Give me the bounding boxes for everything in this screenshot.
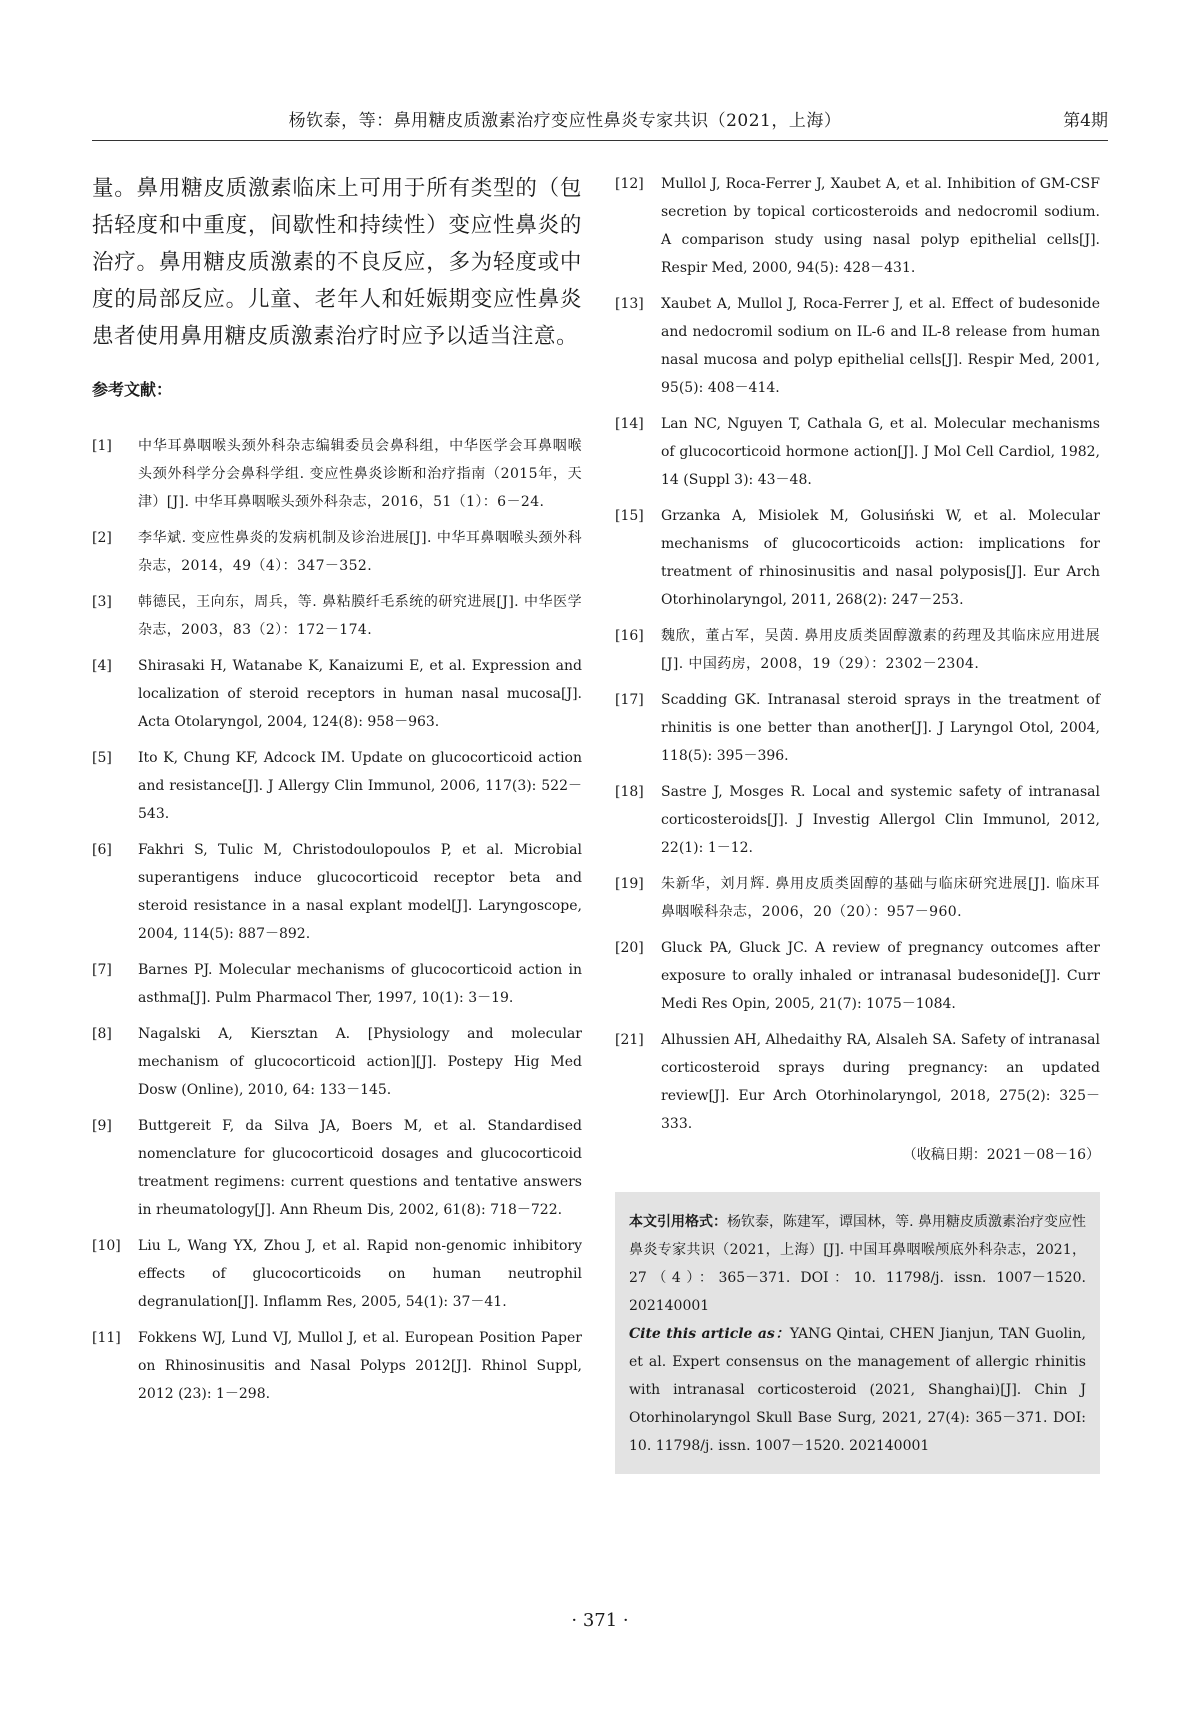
reference-text: Barnes PJ. Molecular mechanisms of glucocorticoid action in asthma[J]. Pulm Pharmacol Ther, 1997, 10(1): 3－19.	[138, 962, 582, 1006]
reference-item	[615, 778, 1100, 862]
reference-item	[92, 588, 582, 644]
citation-cn-text: 杨钦泰，陈建军，谭国林，等. 鼻用糖皮质激素治疗变应性鼻炎专家共识（2021，上海）[J]. 中国耳鼻咽喉颅底外科杂志，2021，27（4）：365－371. DOI：10. 11798/j. issn. 1007－1520. 202140001	[629, 1214, 1087, 1314]
reference-item	[615, 170, 1100, 282]
left-column	[92, 170, 582, 1416]
reference-text: Fakhri S, Tulic M, Christodoulopoulos P, et al. Microbial superantigens induce glucocorticoid receptor beta and steroid resistance in a nasal explant model[J]. Laryngoscope, 2004, 114(5): 887－892.	[138, 842, 582, 942]
citation-box	[615, 1192, 1100, 1474]
body-paragraph: 量。鼻用糖皮质激素临床上可用于所有类型的（包括轻度和中重度，间歇性和持续性）变应性鼻炎的治疗。鼻用糖皮质激素的不良反应，多为轻度或中度的局部反应。儿童、老年人和妊娠期变应性鼻炎患者使用鼻用糖皮质激素治疗时应予以适当注意。	[92, 176, 582, 349]
reference-text: Xaubet A, Mullol J, Roca-Ferrer J, et al. Effect of budesonide and nedocromil sodium on IL-6 and IL-8 release from human nasal mucosa and polyp epithelial cells[J]. Respir Med, 2001, 95(5): 408－414.	[661, 296, 1100, 396]
reference-text: Lan NC, Nguyen T, Cathala G, et al. Molecular mechanisms of glucocorticoid hormone action[J]. J Mol Cell Cardiol, 1982, 14 (Suppl 3): 43－48.	[661, 416, 1100, 488]
reference-text: Grzanka A, Misiolek M, Golusiński W, et al. Molecular mechanisms of glucocorticoids action: implications for treatment of rhinosinusitis and nasal polyposis[J]. Eur Arch Otorhinolaryngol, 2011, 268(2): 247－253.	[661, 508, 1100, 608]
reference-number: [15]	[615, 508, 644, 524]
citation-en	[629, 1320, 1086, 1460]
citation-cn	[629, 1208, 1086, 1320]
reference-text: 李华斌. 变应性鼻炎的发病机制及诊治进展[J]. 中华耳鼻咽喉头颈外科杂志，2014，49（4）：347－352.	[138, 530, 582, 574]
reference-item	[92, 432, 582, 516]
reference-item	[92, 524, 582, 580]
page-header	[92, 100, 1108, 141]
reference-text: Buttgereit F, da Silva JA, Boers M, et al. Standardised nomenclature for glucocorticoid dosages and glucocorticoid treatment regimens: current questions and tentative answers in rheumatology[J]. Ann Rheum Dis, 2002, 61(8): 718－722.	[138, 1118, 582, 1218]
reference-item	[92, 1112, 582, 1224]
reference-item	[615, 502, 1100, 614]
reference-number: [21]	[615, 1032, 644, 1048]
reference-number: [4]	[92, 658, 112, 674]
reference-item	[615, 870, 1100, 926]
reference-text: Gluck PA, Gluck JC. A review of pregnancy outcomes after exposure to orally inhaled or intranasal budesonide[J]. Curr Medi Res Opin, 2005, 21(7): 1075－1084.	[661, 940, 1100, 1012]
reference-number: [1]	[92, 438, 112, 454]
reference-item	[92, 1020, 582, 1104]
reference-item	[92, 836, 582, 948]
reference-text: Alhussien AH, Alhedaithy RA, Alsaleh SA. Safety of intranasal corticosteroid sprays during pregnancy: an updated review[J]. Eur Arch Otorhinolaryngol, 2018, 275(2): 325－333.	[661, 1032, 1100, 1132]
reference-number: [2]	[92, 530, 112, 546]
reference-text: Liu L, Wang YX, Zhou J, et al. Rapid non-genomic inhibitory effects of glucocorticoids on human neutrophil degranulation[J]. Inflamm Res, 2005, 54(1): 37－41.	[138, 1238, 582, 1310]
reference-text: Mullol J, Roca-Ferrer J, Xaubet A, et al. Inhibition of GM-CSF secretion by topical corticosteroids and nedocromil sodium. A comparison study using nasal polyp epithelial cells[J]. Respir Med, 2000, 94(5): 428－431.	[661, 176, 1100, 276]
running-title: 杨钦泰，等：鼻用糖皮质激素治疗变应性鼻炎专家共识（2021，上海）	[288, 111, 842, 131]
reference-text: 韩德民，王向东，周兵，等. 鼻粘膜纤毛系统的研究进展[J]. 中华医学杂志，2003，83（2）：172－174.	[138, 594, 582, 638]
reference-number: [18]	[615, 784, 644, 800]
reference-text: 中华耳鼻咽喉头颈外科杂志编辑委员会鼻科组，中华医学会耳鼻咽喉头颈外科学分会鼻科学组. 变应性鼻炎诊断和治疗指南（2015年，天津）[J]. 中华耳鼻咽喉头颈外科杂志，2016，51（1）：6－24.	[138, 438, 582, 510]
reference-list-right	[615, 170, 1100, 1138]
page-number: · 371 ·	[571, 1610, 629, 1631]
reference-item	[615, 290, 1100, 402]
right-column	[615, 170, 1100, 1474]
reference-number: [12]	[615, 176, 644, 192]
issue-number: 第4期	[1063, 111, 1108, 131]
reference-number: [19]	[615, 876, 644, 892]
reference-number: [14]	[615, 416, 644, 432]
reference-list-left	[92, 432, 582, 1408]
reference-item	[615, 934, 1100, 1018]
reference-text: Shirasaki H, Watanabe K, Kanaizumi E, et al. Expression and localization of steroid receptors in human nasal mucosa[J]. Acta Otolaryngol, 2004, 124(8): 958－963.	[138, 658, 582, 730]
reference-item	[615, 410, 1100, 494]
reference-number: [9]	[92, 1118, 112, 1134]
reference-item	[615, 1026, 1100, 1138]
reference-number: [5]	[92, 750, 112, 766]
reference-number: [7]	[92, 962, 112, 978]
reference-number: [16]	[615, 628, 644, 644]
citation-cn-label: 本文引用格式：	[629, 1214, 728, 1230]
reference-number: [20]	[615, 940, 644, 956]
reference-number: [8]	[92, 1026, 112, 1042]
reference-item	[92, 652, 582, 736]
reference-number: [6]	[92, 842, 112, 858]
reference-text: Sastre J, Mosges R. Local and systemic safety of intranasal corticosteroids[J]. J Investig Allergol Clin Immunol, 2012, 22(1): 1－12.	[661, 784, 1100, 856]
reference-number: [3]	[92, 594, 112, 610]
reference-text: Scadding GK. Intranasal steroid sprays in the treatment of rhinitis is one better than another[J]. J Laryngol Otol, 2004, 118(5): 395－396.	[661, 692, 1100, 764]
reference-number: [11]	[92, 1330, 121, 1346]
reference-number: [13]	[615, 296, 644, 312]
reference-text: Ito K, Chung KF, Adcock IM. Update on glucocorticoid action and resistance[J]. J Allergy Clin Immunol, 2006, 117(3): 522－543.	[138, 750, 582, 822]
reference-text: Nagalski A, Kiersztan A. [Physiology and molecular mechanism of glucocorticoid action][J]. Postepy Hig Med Dosw (Online), 2010, 64: 133－145.	[138, 1026, 582, 1098]
reference-text: Fokkens WJ, Lund VJ, Mullol J, et al. European Position Paper on Rhinosinusitis and Nasal Polyps 2012[J]. Rhinol Suppl, 2012 (23): 1－298.	[138, 1330, 582, 1402]
reference-item	[92, 956, 582, 1012]
reference-item	[615, 686, 1100, 770]
citation-en-label: Cite this article as：	[629, 1326, 790, 1342]
reference-text: 魏欣，董占军，吴茵. 鼻用皮质类固醇激素的药理及其临床应用进展[J]. 中国药房，2008，19（29）：2302－2304.	[661, 628, 1100, 672]
reference-number: [17]	[615, 692, 644, 708]
citation-en-text: YANG Qintai, CHEN Jianjun, TAN Guolin, et al. Expert consensus on the management of allergic rhinitis with intranasal corticosteroid (2021, Shanghai)[J]. Chin J Otorhinolaryngol Skull Base Surg, 2021, 27(4): 365－371. DOI: 10. 11798/j. issn. 1007－1520. 202140001	[629, 1326, 1086, 1454]
reference-item	[92, 1232, 582, 1316]
reference-text: 朱新华，刘月辉. 鼻用皮质类固醇的基础与临床研究进展[J]. 临床耳鼻咽喉科杂志，2006，20（20）：957－960.	[661, 876, 1100, 920]
received-date: （收稿日期：2021－08－16）	[902, 1147, 1100, 1163]
reference-item	[615, 622, 1100, 678]
reference-number: [10]	[92, 1238, 121, 1254]
reference-item	[92, 1324, 582, 1408]
reference-item	[92, 744, 582, 828]
references-heading: 参考文献：	[92, 380, 173, 399]
